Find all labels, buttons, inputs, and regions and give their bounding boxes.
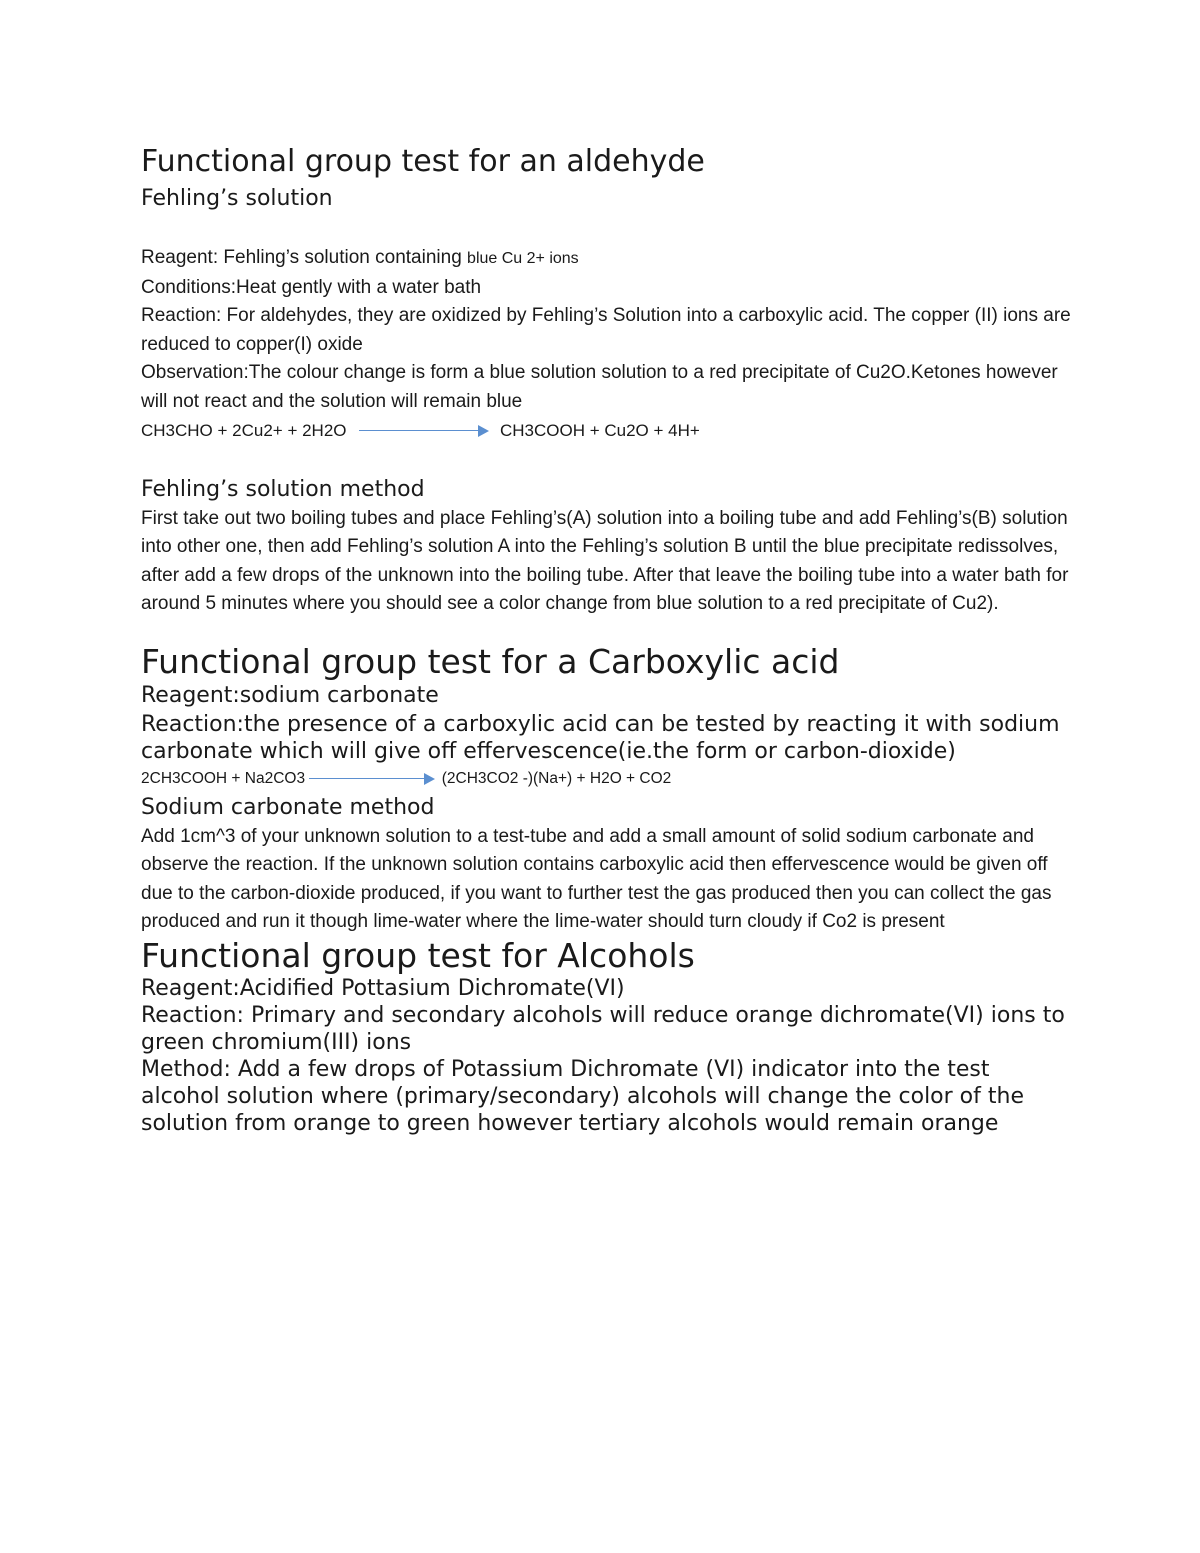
fehling-method-text: First take out two boiling tubes and place Fehling’s(A) solution into a boiling tube and add Fehling’s(B) solution into other one, then add Fehling’s solution A into the Fehling’s solution B until the blue precipitate redissolves, after add a few drops of the unknown into the boiling tube. After that leave the boiling tube into a water bath for around 5 minutes where you should see a color change from blue solution to a red precipitate of Cu2). — [141, 507, 1069, 615]
aldehyde-heading: Functional group test for an aldehyde — [141, 144, 705, 179]
spacer — [141, 214, 1071, 244]
aldehyde-equation — [141, 416, 1071, 445]
sodium-carbonate-method-text: Add 1cm^3 of your unknown solution to a test-tube and add a small amount of solid sodium carbonate and observe the reaction. If the unknown solution contains carboxylic acid then effervescence would be given off due to the carbon-dioxide produced, if you want to further test the gas produced then you can collect the gas produced and run it though lime-water where the lime-water should turn cloudy if Co2 is present — [141, 825, 1052, 933]
aldehyde-reagent-label: Reagent: Fehling’s solution containing — [141, 247, 468, 268]
document-page — [141, 140, 1071, 1137]
carboxylic-equation — [141, 765, 1071, 793]
carboxylic-equation-rhs: (2CH3CO2 -)(Na+) + H2O + CO2 — [441, 769, 672, 787]
fehling-method-heading: Fehling’s solution method — [141, 476, 425, 502]
aldehyde-equation-rhs: CH3COOH + Cu2O + 4H+ — [499, 420, 700, 440]
alcohols-method: Method: Add a few drops of Potassium Dichromate (VI) indicator into the test alcohol solution where (primary/secondary) alcohols will change the color of the solution from orange to green however tertiary alcohols would remain orange — [141, 1056, 1024, 1136]
right-arrow-icon — [309, 773, 435, 785]
spacer — [141, 445, 1071, 475]
aldehyde-equation-lhs: CH3CHO + 2Cu2+ + 2H2O — [141, 420, 347, 440]
aldehyde-conditions: Conditions:Heat gently with a water bath — [141, 276, 482, 298]
aldehyde-subheading: Fehling’s solution — [141, 186, 333, 211]
aldehyde-observation: Observation:The colour change is form a blue solution solution to a red precipitate of Cu2O.Ketones however will not react and the solution will remain blue — [141, 362, 1058, 412]
right-arrow-icon — [359, 425, 489, 437]
carboxylic-heading: Functional group test for a Carboxylic acid — [141, 641, 840, 681]
carboxylic-reaction: Reaction:the presence of a carboxylic acid can be tested by reacting it with sodium carbonate which will give off effervescence(ie.the form or carbon-dioxide) — [141, 711, 1060, 764]
alcohols-heading: Functional group test for Alcohols — [141, 935, 695, 975]
carboxylic-equation-lhs: 2CH3COOH + Na2CO3 — [141, 769, 306, 787]
aldehyde-reaction: Reaction: For aldehydes, they are oxidized by Fehling’s Solution into a carboxylic acid. The copper (II) ions are reduced to copper(I) oxide — [141, 305, 1071, 355]
sodium-carbonate-method-heading: Sodium carbonate method — [141, 794, 435, 820]
alcohols-reaction: Reaction: Primary and secondary alcohols will reduce orange dichromate(VI) ions to green chromium(III) ions — [141, 1002, 1065, 1055]
carboxylic-reagent: Reagent:sodium carbonate — [141, 682, 439, 708]
aldehyde-reagent-tail: blue Cu 2+ ions — [467, 250, 579, 267]
alcohols-reagent: Reagent:Acidified Pottasium Dichromate(VI) — [141, 975, 625, 1001]
aldehyde-reagent — [141, 244, 1071, 274]
